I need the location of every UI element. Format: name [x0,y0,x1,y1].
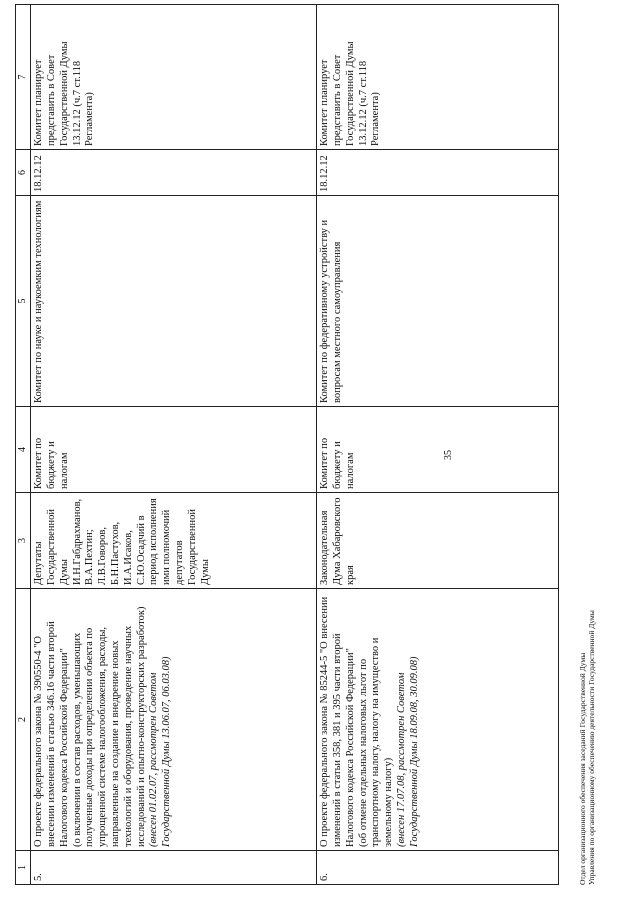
bill-history: (внесен 01.02.07, рассмотрен Советом Государственной Думы 13.06.07, 06.03.08) [148,656,173,847]
co-committee-cell: Комитет по федеративному устройству и вопросам местного самоуправления [317,196,559,407]
footer-line: Отдел организационного обеспечения заседаний Государственной Думы [578,652,587,885]
bills-table [15,4,559,885]
column-number: 6 [16,150,31,196]
row-number: 6. [317,851,559,885]
responsible-committee-cell: Комитет по бюджету и налогам [31,407,317,493]
co-committee-cell: Комитет по науке и наукоемким технологиям [31,196,317,407]
note-cell: Комитет планирует представить в Совет Государственной Думы 13.12.12 (ч.7 ст.118 Регламента) [317,5,559,150]
date-cell: 18.12.12 [317,150,559,196]
table-row [31,5,317,885]
footer-line: Управления по организационному обеспечению деятельности Государственной Думы [587,610,597,885]
column-number: 5 [16,196,31,407]
bill-title: О проекте федерального закона № 390550-4 "О внесении изменений в статью 346.16 части второй Налогового кодекса Российской Федерации" [33,621,70,847]
column-number: 7 [16,5,31,150]
page-number: 35 [443,450,454,460]
table-row [317,5,559,885]
bill-history: (внесен 17.07.08, рассмотрен Советом Государственной Думы 18.09.08, 30.09.08) [395,656,420,847]
responsible-committee-cell: Комитет по бюджету и налогам [317,407,559,493]
bill-cell [317,589,559,851]
bill-cell [31,589,317,851]
row-number: 5. [31,851,317,885]
column-number: 4 [16,407,31,493]
bill-description: (об отмене отдельных налоговых льгот по транспортному налогу, налогу на имущество и земельному налогу) [357,637,395,847]
initiator-cell: Законодательная Дума Хабаровского края [317,493,559,589]
column-number: 2 [16,589,31,851]
footer [578,610,597,885]
bill-title: О проекте федерального закона № 85244-5 "О внесении изменений в статьи 358, 381 и 395 части второй Налогового кодекса Российской Федерации" [319,596,356,847]
note-cell: Комитет планирует представить в Совет Государственной Думы 13.12.12 (ч.7 ст.118 Регламента) [31,5,317,150]
date-cell: 18.12.12 [31,150,317,196]
initiator-cell: Депутаты Государственной Думы И.Н.Габдрахманов, В.А.Пехтин; Л.В.Говоров, Б.Н.Пастухов, И.А.Исаков, С.Ю.Осадчий в период исполнения ими полномочий депутатов Государственной Думы [31,493,317,589]
column-number: 1 [16,851,31,885]
table-header-row [16,5,31,885]
bill-description: (о включении в состав расходов, уменьшающих полученные доходы при определении объекта по упрощенной системе налогообложения, расходы, направленные на создание и внедрение новых технологий и оборудования, проведение научных исследований и опытно-конструкторских разработок) [71,606,147,847]
column-number: 3 [16,493,31,589]
